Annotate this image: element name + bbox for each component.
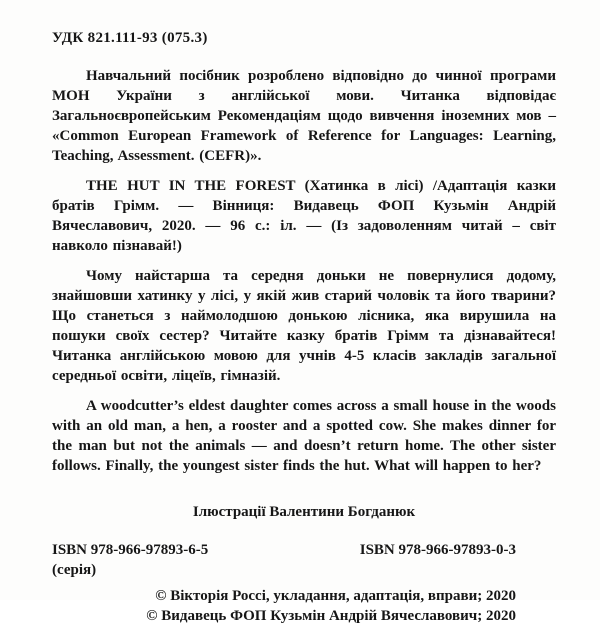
bibliographic-entry-paragraph: THE HUT IN THE FOREST (Хатинка в лісі) /Адаптація казки братів Грімм. — Вінниця: Видавець ФОП Кузьмін Андрій Вячеславович, 2020. — 96 с.: іл. — (Із задоволенням читай – світ навколо пізнавай!)	[52, 178, 556, 254]
isbn-series: ISBN 978-966-97893-6-5	[52, 542, 209, 558]
isbn-row	[52, 540, 556, 580]
copyright-line-publisher: © Видавець ФОП Кузьмін Андрій Вячеславович; 2020	[146, 608, 516, 624]
isbn-series-block	[52, 540, 208, 580]
isbn-series-note: (серія)	[52, 562, 97, 578]
annotation-english-paragraph: A woodcutter’s eldest daughter comes across a small house in the woods with an old man, a hen, a rooster and a spotted cow. She makes dinner for the man but not the animals — and doesn’t return home. The other sister follows. Finally, the youngest sister finds the hut. What will happen to her?	[52, 398, 556, 474]
isbn-book: ISBN 978-966-97893-0-3	[359, 542, 516, 558]
program-note-paragraph: Навчальний посібник розроблено відповідно до чинної програми МОН України з англійської мови. Читанка відповідає Загальноєвропейським Рекомендаціям щодо вивчення іноземних мов – «Common European Framework of Reference for Languages: Learning, Teaching, Assessment. (CEFR)».	[52, 68, 556, 164]
annotation-ukrainian-paragraph: Чому найстарша та середня доньки не повернулися додому, знайшовши хатинку у лісі, у якій жив старий чоловік та його тварини? Що станеться з наймолодшою донькою лісника, яка вирушила на пошуки своїх сестер? Читайте казку братів Грімм та дізнавайтеся! Читанка англійською мовою для учнів 4-5 класів закладів загальної середньої освіти, ліцеїв, гімназій.	[52, 268, 556, 384]
udk-classification-code: УДК 821.111-93 (075.3)	[52, 30, 208, 46]
copyright-line-author: © Вікторія Россі, укладання, адаптація, вправи; 2020	[155, 588, 516, 604]
illustration-credit: Ілюстрації Валентини Богданюк	[192, 504, 416, 520]
copyright-block	[52, 586, 556, 626]
